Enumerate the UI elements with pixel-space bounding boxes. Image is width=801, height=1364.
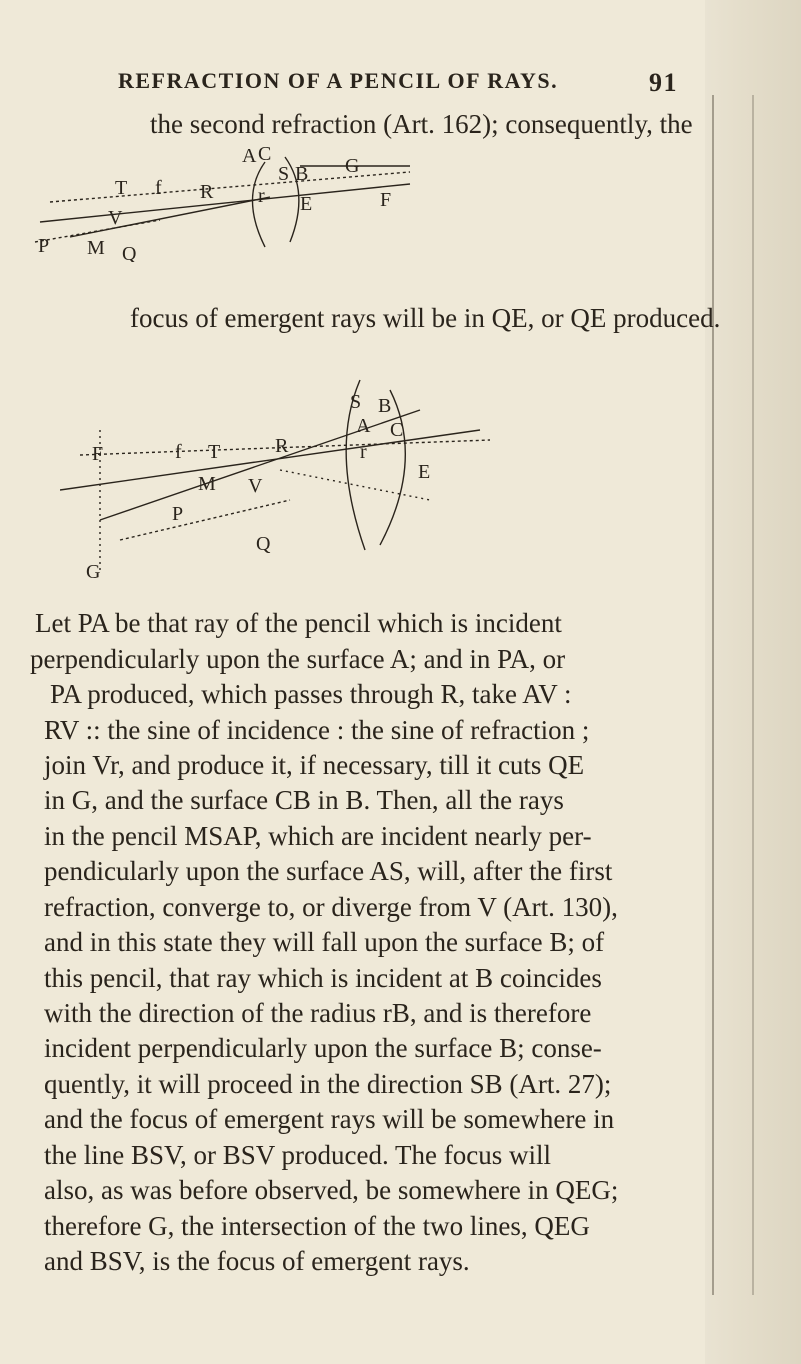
fig2-label: E xyxy=(418,461,431,483)
paragraph-line: the line BSV, or BSV produced. The focus will xyxy=(44,1140,551,1170)
ray-line xyxy=(70,197,270,237)
fig2-label: G xyxy=(86,561,101,583)
paragraph-line: this pencil, that ray which is incident at B coincides xyxy=(44,963,602,993)
fig2-label: A xyxy=(356,415,371,437)
fig1-label: S xyxy=(278,163,290,185)
paragraph-line: RV :: the sine of incidence : the sine of refraction ; xyxy=(44,715,590,745)
figure-1-diagram xyxy=(10,142,430,262)
paragraph-line: perpendicularly upon the surface A; and in PA, or xyxy=(30,644,566,674)
paragraph-line: pendicularly upon the surface AS, will, after the first xyxy=(44,856,613,886)
fig1-label: C xyxy=(258,143,272,165)
text-line: focus of emergent rays will be in QE, or QE produced. xyxy=(130,303,721,333)
paragraph-line: quently, it will proceed in the direction SB (Art. 27); xyxy=(44,1069,612,1099)
fig1-label: Q xyxy=(122,243,137,262)
fig1-label: A xyxy=(242,145,257,167)
page-edge-line xyxy=(752,95,754,1295)
paragraph-line: refraction, converge to, or diverge from V (Art. 130), xyxy=(44,892,618,922)
paragraph-line: with the direction of the radius rB, and is therefore xyxy=(44,998,592,1028)
fig2-label: P xyxy=(172,503,184,525)
fig2-label: V xyxy=(248,475,263,497)
fig1-label: P xyxy=(38,235,50,257)
fig1-label: F xyxy=(380,189,392,211)
paragraph-line: in the pencil MSAP, which are incident nearly per- xyxy=(44,821,592,851)
running-title: REFRACTION OF A PENCIL OF RAYS. xyxy=(118,68,559,93)
running-header xyxy=(118,68,678,98)
fig2-label: B xyxy=(378,395,392,417)
ray-line xyxy=(60,430,480,490)
paragraph-line: in G, and the surface CB in B. Then, all the rays xyxy=(44,785,564,815)
fig2-label: r xyxy=(360,441,367,463)
construction-line xyxy=(280,470,430,500)
ray-line xyxy=(100,410,420,520)
paragraph-line: and in this state they will fall upon the surface B; of xyxy=(44,927,605,957)
fig2-label: M xyxy=(198,473,216,495)
paragraph-line: incident perpendicularly upon the surface B; conse- xyxy=(44,1033,602,1063)
paragraph-line: also, as was before observed, be somewhere in QEG; xyxy=(44,1175,619,1205)
paragraph-line: join Vr, and produce it, if necessary, till it cuts QE xyxy=(44,750,585,780)
text-line: the second refraction (Art. 162); consequently, the xyxy=(150,109,693,139)
fig1-label: T xyxy=(115,177,128,199)
fig2-label: F xyxy=(92,443,104,465)
fig2-label: S xyxy=(350,391,362,413)
fig2-label: T xyxy=(208,441,221,463)
fig1-label: E xyxy=(300,193,313,215)
fig1-label: G xyxy=(345,155,360,177)
ray-line xyxy=(40,184,410,222)
fig2-label: R xyxy=(275,435,289,457)
figure-2-diagram xyxy=(60,350,520,590)
fig2-label: f xyxy=(175,441,182,463)
paragraph-line: therefore G, the intersection of the two lines, QEG xyxy=(44,1211,590,1241)
paragraph-line: and the focus of emergent rays will be somewhere in xyxy=(44,1104,615,1134)
fig1-label: V xyxy=(108,207,123,229)
paragraph-line: Let PA be that ray of the pencil which is incident xyxy=(35,608,562,638)
page-edge-line xyxy=(712,95,714,1295)
fig1-label: B xyxy=(295,163,309,185)
page-number: 91 xyxy=(649,68,678,97)
fig1-label: M xyxy=(87,237,105,259)
paragraph-line: and BSV, is the focus of emergent rays. xyxy=(44,1246,470,1276)
fig1-label: r xyxy=(258,185,265,207)
fig1-label: R xyxy=(200,181,214,203)
paragraph-line: PA produced, which passes through R, take AV : xyxy=(50,679,572,709)
fig2-label: Q xyxy=(256,533,271,555)
fig1-label: f xyxy=(155,177,162,199)
fig2-label: C xyxy=(390,419,404,441)
